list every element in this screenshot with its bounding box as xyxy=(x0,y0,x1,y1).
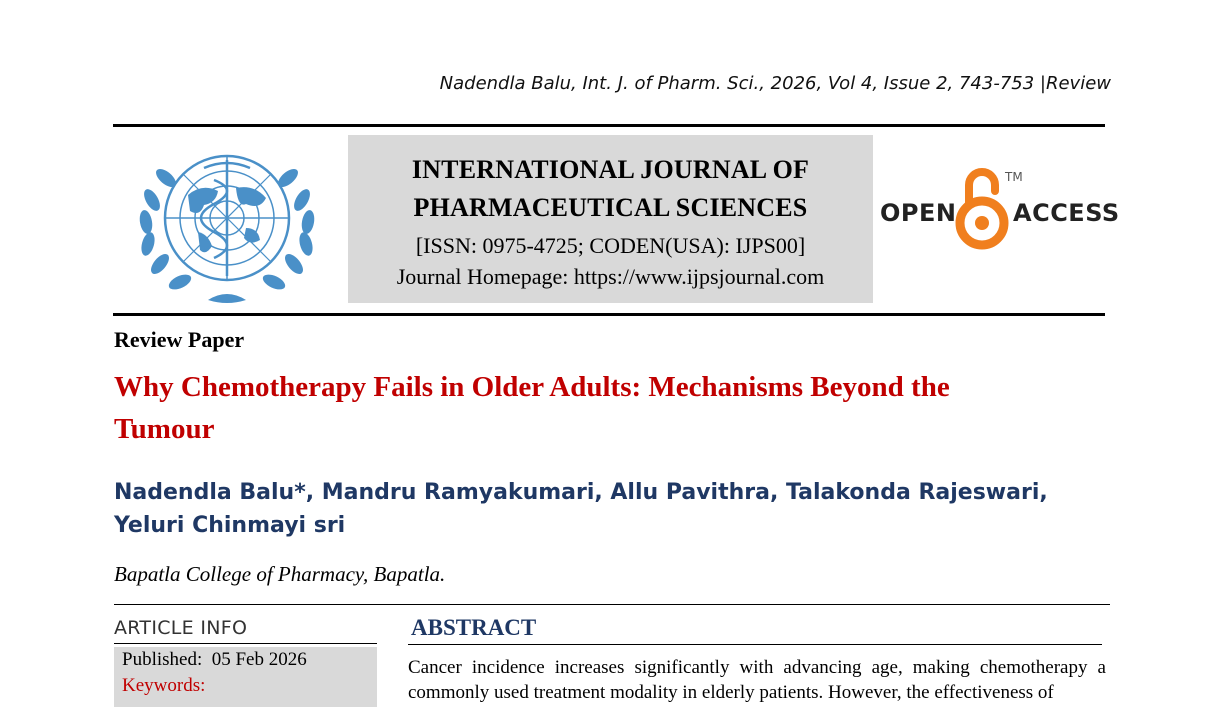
author-list xyxy=(114,476,1074,542)
paper-type-label: Review Paper xyxy=(114,327,245,352)
article-info-heading: ARTICLE INFO xyxy=(114,617,248,639)
article-title-line2: Tumour xyxy=(114,413,215,445)
abstract-heading: ABSTRACT xyxy=(411,615,537,640)
journal-homepage: Journal Homepage: https://www.ijpsjournal.com xyxy=(396,264,825,289)
article-title xyxy=(114,366,1074,450)
open-access-lock-icon xyxy=(953,163,1011,251)
open-access-open-text: OPEN xyxy=(880,199,957,227)
journal-name-line2: PHARMACEUTICAL SCIENCES xyxy=(413,193,808,222)
keywords-label: Keywords: xyxy=(122,675,206,696)
header-top-rule xyxy=(113,124,1105,127)
article-info-underline xyxy=(114,643,377,644)
section-divider xyxy=(114,604,1110,605)
open-access-access-text: ACCESS xyxy=(1013,199,1120,227)
affiliation: Bapatla College of Pharmacy, Bapatla. xyxy=(114,562,446,586)
article-title-line1: Why Chemotherapy Fails in Older Adults: Mechanisms Beyond the xyxy=(114,371,950,403)
journal-issn: [ISSN: 0975-4725; CODEN(USA): IJPS00] xyxy=(415,233,806,258)
abstract-underline xyxy=(408,644,1102,645)
journal-masthead xyxy=(348,135,873,303)
journal-name-line1: INTERNATIONAL JOURNAL OF xyxy=(411,155,810,184)
author-list-line2: Yeluri Chinmayi sri xyxy=(114,513,346,538)
abstract-text: Cancer incidence increases significantly with advancing age, making chemotherapy a commonly used treatment modality in elderly patients. However, the effectiveness of xyxy=(408,657,1106,703)
citation-header: Nadendla Balu, Int. J. of Pharm. Sci., 2026, Vol 4, Issue 2, 743-753 |Review xyxy=(439,73,1111,94)
author-list-line1: Nadendla Balu*, Mandru Ramyakumari, Allu Pavithra, Talakonda Rajeswari, xyxy=(114,480,1048,505)
published-date: Published: 05 Feb 2026 xyxy=(122,649,307,670)
journal-name xyxy=(348,151,873,227)
header-bottom-rule xyxy=(113,313,1105,316)
un-emblem-icon xyxy=(128,140,326,308)
open-access-trademark: TM xyxy=(1005,170,1023,184)
